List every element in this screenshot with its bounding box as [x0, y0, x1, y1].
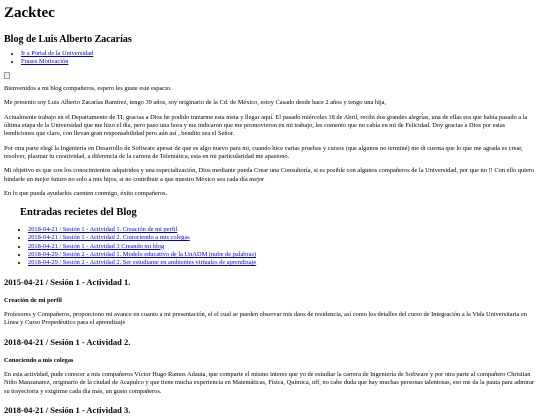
site-subtitle: Blog de Luis Alberto Zacarías: [4, 33, 132, 45]
recent-post-link[interactable]: 2018-04-29 / Sesión 2 - Actividad 1. Modelo educativo de la UnADM (nube de palabras): [28, 251, 257, 259]
intro-paragraph: Bienvenidos a mi blog compañeros, espero les guste este espacio.: [4, 85, 172, 93]
intro-paragraph: Mi objetivo es que con los conocimientos adquiridos y una especialización, Dios mediante pueda Crear una Consultoría, si es posible con algunos compañeros de la Universidad, por que no !! Con ello quiero bindarle un mejor futuro no solo a mis hijos, si no contribuir a que nuestro México sea cada día mejor: [4, 167, 535, 183]
list-item: [28, 251, 536, 259]
recent-posts-list: [20, 226, 536, 268]
recent-post-link[interactable]: 2018-04-21 / Sesión 1 - Actividad 2. Conociendo a mis colegas: [28, 234, 190, 242]
recent-post-link[interactable]: 2018-04-21 / Sesión 1 - Actividad 3 Creando mi blog: [28, 242, 165, 250]
nav-links: [4, 50, 536, 67]
nav-item: [21, 58, 536, 66]
intro-paragraph: En lo que pueda ayudarlos cuenten conmigo, éxito compañeros.: [4, 190, 168, 198]
page: [4, 0, 536, 416]
frases-link[interactable]: Frases Motivación: [21, 57, 69, 65]
list-item: [28, 234, 536, 242]
nav-item: [21, 50, 536, 58]
recent-posts-heading: Entradas recietes del Blog: [20, 207, 137, 219]
recent-post-link[interactable]: 2018-04-29 / Sesión 2 - Actividad 2. Ser estudiante en ambientes virtuales de aprendizaje: [28, 259, 257, 267]
intro-paragraph: Actualmente trabajo en el Departamento de TI, gracias a Dios he podido trazarme esta meta y llegar aquí. El pasado miércoles 18 de Abril, recibí dos grandes alegrías, una de ellas era que había pasado a la última etapa de la Universidad que me hizo el día, pero paso una hora y me indicaron que me promovieron en mi trabajo, les comento que no cabía en mi de Felicidad. Doy gracias a Dios por estas bendiciones que claro, con llevan gran responsabilidad pero aún así , bendito sea el Señor.: [4, 113, 528, 138]
post-body: Profesores y Compañeros, proporciono mi avance en cuanto a mi presentación, el el cual se pueden observar mis daos de residencia, así como los detalles del curso de Integración a la Vida Universitaria en Línea y Curso Propedéutico para el aprendizaje: [4, 311, 527, 327]
intro-paragraph: Me presento soy Luis Alberto Zacarías Ramírez, tengo 39 años, soy originario de la Cd. de México, estoy Casado desde hace 2 años y tengo una hija,: [4, 99, 387, 107]
list-item: [28, 243, 536, 251]
post-title: 2018-04-21 / Sesión 1 - Actividad 2.: [4, 336, 131, 347]
post-body: En esta actividad, pude conocer a mis compañeros Víctor Hugo Ramos Adauta, que comparte el mismo interes que yo de estudiar la carrera de Ingeniería de Software y por otra parte al compañero Christian Niño Manzanarez, originario de la ciudad de Acapulco y que tiene mucha experiencia en Matemáticas, Física, Química, uff, no cabe duda que hay muchas personas talentosas, eso me da la pauta para admirar su trayectoria y exigirme cada día más, un gusto compañeros.: [4, 371, 535, 395]
post-subtitle: Conociendo a mis colegas: [4, 356, 74, 364]
post-title: 2015-04-21 / Sesión 1 - Actividad 1.: [4, 276, 131, 287]
post-title: 2018-04-21 / Sesión 1 - Actividad 3.: [4, 405, 131, 416]
site-title: Zacktec: [4, 5, 55, 21]
recent-post-link[interactable]: 2018-04-21 / Sesión 1 - Actividad 1. Creación de mi perfil: [28, 226, 178, 234]
list-item: [28, 226, 536, 234]
portal-link[interactable]: Ir a Portal de la Universidad: [21, 49, 94, 57]
list-item: [28, 259, 536, 267]
broken-image-icon: [4, 72, 10, 79]
intro-paragraph: Por otra parte elegí la Ingeniería en Desarrollo de Software apesar de que es algo nuevo para mi, cuando hice varias pruebas y cursos (que algunos no terminé) me di cuenta que lo que me agrada es crear, resolver, plasmar tu creatividad, a diferencia de la carrera de Telemática, esta en mi particularidad me apasionó.: [4, 144, 523, 161]
recent-posts: [20, 206, 536, 267]
post-subtitle: Creación de mi perfil: [4, 296, 62, 304]
